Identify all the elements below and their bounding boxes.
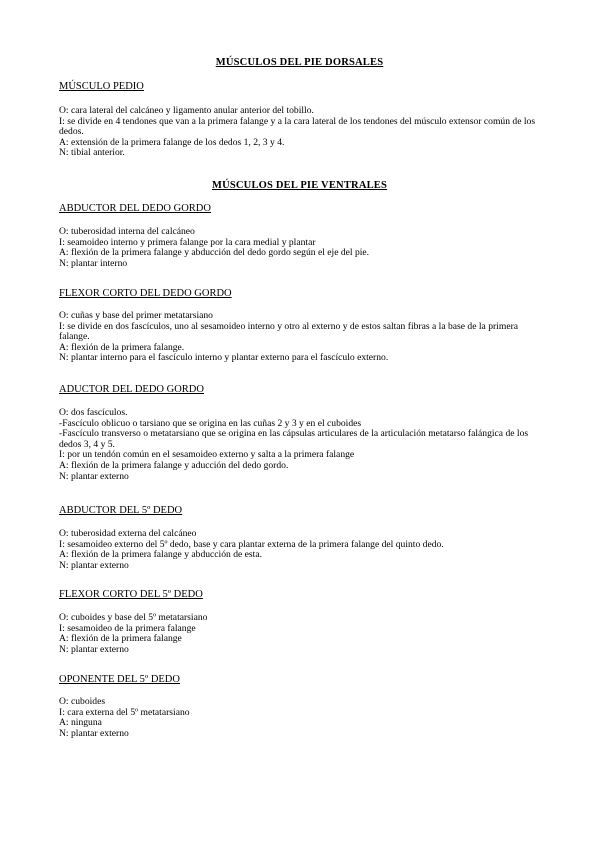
nerve-line: N: plantar externo <box>59 727 129 739</box>
section-abductor-5-dedo <box>59 529 544 571</box>
origin-line: O: cara lateral del calcáneo y ligamento anular anterior del tobillo. <box>59 105 314 116</box>
nerve-line: N: plantar interno para el fascículo interno y plantar externo para el fascículo externo. <box>59 352 389 364</box>
origin-line: O: tuberosidad externa del calcáneo <box>59 528 197 539</box>
heading-aductor-dedo-gordo: ADUCTOR DEL DEDO GORDO <box>59 384 204 395</box>
insertion-line: I: cara externa del 5º metatarsiano <box>59 706 190 718</box>
nerve-line: N: plantar externo <box>59 643 129 655</box>
insertion-line: I: por un tendón común en el sesamoideo externo y salta a la primera falange <box>59 449 355 461</box>
nerve-line: N: plantar interno <box>59 257 128 269</box>
section-aductor-dedo-gordo <box>59 408 544 482</box>
origin-line: O: tuberosidad interna del calcáneo <box>59 226 195 237</box>
transverse-fascicle-line: -Fascículo transverso o metatarsiano que se origina en las cápsulas articulares de la articulación metatarso falángica de los dedos 3, 4 y 5. <box>59 428 529 450</box>
insertion-line: I: sesamoideo externo del 5º dedo, base y cara plantar externa de la primera falange del quinto dedo. <box>59 538 444 550</box>
heading-oponente-5-dedo: OPONENTE DEL 5º DEDO <box>59 674 180 685</box>
nerve-line: N: plantar externo <box>59 559 129 571</box>
nerve-line: N: tibial anterior. <box>59 147 125 159</box>
insertion-line: I: sesamoideo de la primera falange <box>59 622 196 634</box>
insertion-line: I: se divide en dos fascículos, uno al sesamoideo interno y otro al externo y de estos saltan fibras a la base de la primera falange. <box>59 320 519 343</box>
action-line: A: flexión de la primera falange y abducción de esta. <box>59 549 262 561</box>
title-ventrales: MÚSCULOS DEL PIE VENTRALES <box>211 180 388 191</box>
insertion-line: I: se divide en 4 tendones que van a la primera falange y a la cara lateral de los tendones del músculo extensor común de los dedos. <box>59 115 536 138</box>
heading-abductor-dedo-gordo: ABDUCTOR DEL DEDO GORDO <box>59 203 211 214</box>
action-line: A: flexión de la primera falange y abducción del dedo gordo según el eje del pie. <box>59 247 370 259</box>
section-flexor-corto-dedo-gordo <box>59 311 544 364</box>
section-flexor-corto-5-dedo <box>59 613 544 655</box>
insertion-line: I: seamoideo interno y primera falange por la cara medial y plantar <box>59 236 316 248</box>
origin-line: O: dos fascículos. <box>59 407 128 418</box>
nerve-line: N: plantar externo <box>59 470 129 482</box>
section-oponente-5-dedo <box>59 697 544 739</box>
heading-abductor-5-dedo: ABDUCTOR DEL 5º DEDO <box>59 505 183 516</box>
heading-musculo-pedio: MÚSCULO PEDIO <box>59 81 144 92</box>
section-abductor-dedo-gordo <box>59 227 544 269</box>
heading-flexor-corto-5-dedo: FLEXOR CORTO DEL 5º DEDO <box>59 589 203 600</box>
oblique-fascicle-line: -Fascículo oblicuo o tarsiano que se origina en las cuñas 2 y 3 y en el cuboides <box>59 417 362 429</box>
action-line: A: ninguna <box>59 717 102 729</box>
action-line: A: flexión de la primera falange <box>59 633 182 645</box>
section-musculo-pedio <box>59 106 544 159</box>
origin-line: O: cuñas y base del primer metatarsiano <box>59 310 213 321</box>
title-dorsales: MÚSCULOS DEL PIE DORSALES <box>215 57 384 68</box>
origin-line: O: cuboides <box>59 696 106 707</box>
action-line: A: extensión de la primera falange de los dedos 1, 2, 3 y 4. <box>59 136 285 148</box>
action-line: A: flexión de la primera falange. <box>59 341 185 353</box>
action-line: A: flexión de la primera falange y aducción del dedo gordo. <box>59 459 289 471</box>
origin-line: O: cuboides y base del 5º metatarsiano <box>59 612 208 623</box>
heading-flexor-corto-dedo-gordo: FLEXOR CORTO DEL DEDO GORDO <box>59 288 232 299</box>
